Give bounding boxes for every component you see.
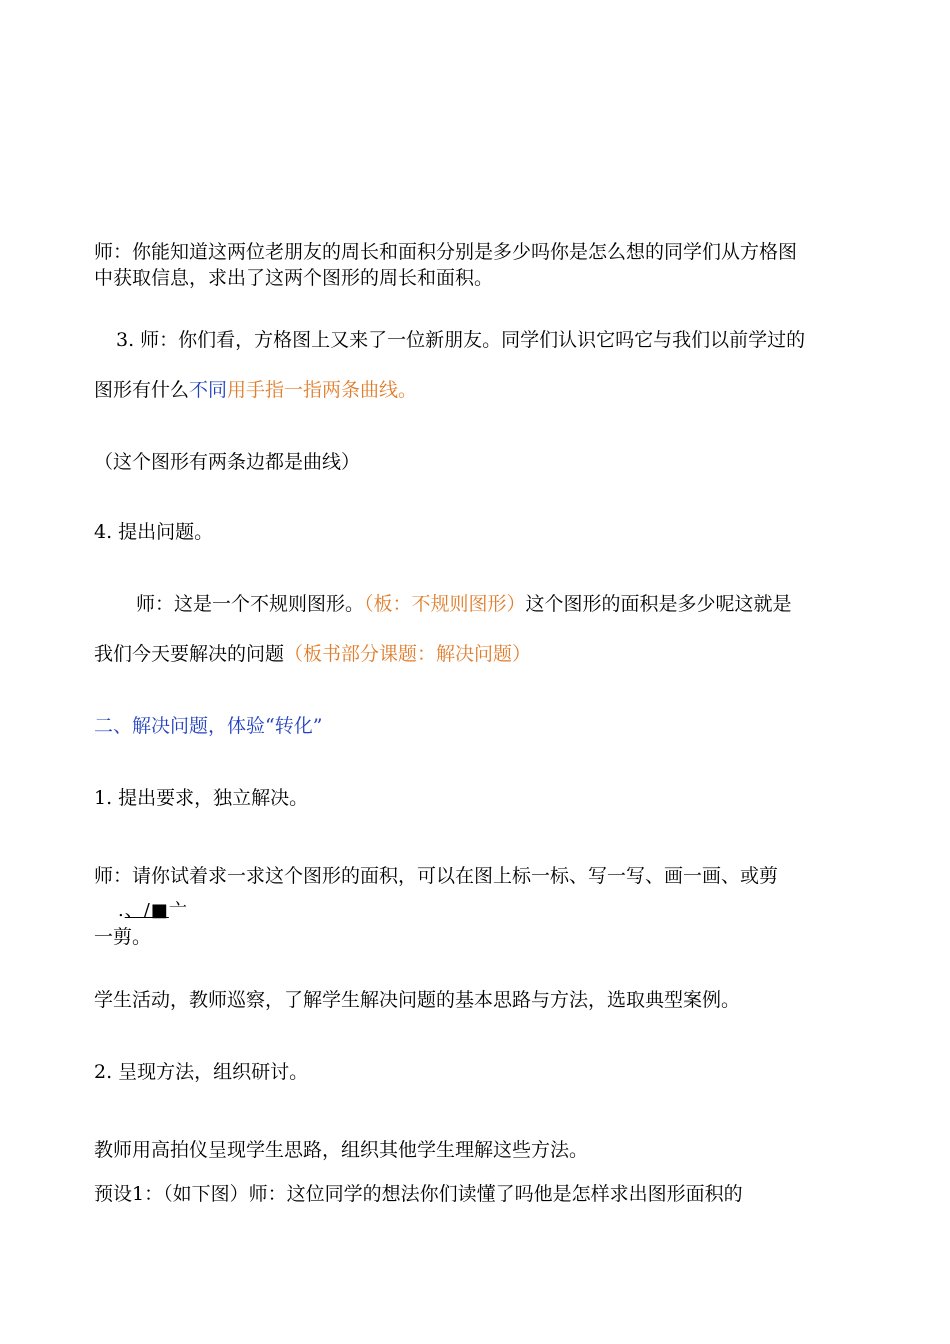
paragraph-2-text: 图形有什么: [94, 379, 190, 401]
paragraph-2-line-2: [94, 378, 417, 402]
section-heading-2: 二、解决问题，体验“转化”: [94, 715, 323, 737]
highlight-orange-text: 用手指一指两条曲线。: [227, 379, 418, 401]
paragraph-9: 2. 呈现方法，组织研讨。: [94, 1061, 309, 1083]
paragraph-5-text-a: 师：这是一个不规则图形。: [136, 593, 365, 615]
paragraph-7-line-2: 一剪。: [94, 926, 152, 948]
paragraph-5-line-1: [136, 592, 792, 616]
paragraph-4: 4. 提出问题。: [94, 521, 214, 543]
paragraph-11: 预设1：（如下图）师：这位同学的想法你们读懂了吗他是怎样求出图形面积的: [94, 1183, 743, 1205]
stray-marks: [118, 899, 188, 923]
paragraph-10: 教师用高拍仪呈现学生思路，组织其他学生理解这些方法。: [94, 1139, 589, 1161]
paragraph-2-line-1: 3. 师：你们看，方格图上又来了一位新朋友。同学们认识它吗它与我们以前学过的: [116, 329, 806, 351]
paragraph-1-line-2: 中获取信息，求出了这两个图形的周长和面积。: [94, 267, 494, 289]
paragraph-5-text-c: 这个图形的面积是多少呢这就是: [525, 593, 792, 615]
board-note-topic: （板书部分课题：解决问题）: [284, 643, 532, 665]
paragraph-3: （这个图形有两条边都是曲线）: [94, 451, 361, 473]
board-note-irregular: （板：不规则图形）: [364, 593, 526, 615]
paragraph-8: 学生活动，教师巡察，了解学生解决问题的基本思路与方法，选取典型案例。: [94, 989, 741, 1011]
paragraph-1-line-1: 师：你能知道这两位老朋友的周长和面积分别是多少吗你是怎么想的同学们从方格图: [94, 241, 798, 263]
stray-mark-dot: .: [118, 900, 125, 921]
paragraph-6: 1. 提出要求，独立解决。: [94, 787, 309, 809]
highlight-blue-text: 不同: [189, 379, 228, 401]
paragraph-5-text-d: 我们今天要解决的问题: [94, 643, 285, 665]
paragraph-5-line-2: [94, 642, 531, 666]
stray-mark-glyph: 亠: [168, 900, 188, 921]
paragraph-7-line-1: 师：请你试着求一求这个图形的面积，可以在图上标一标、写一写、画一画、或剪: [94, 865, 779, 887]
stray-mark-underlined: 、/■: [124, 900, 169, 921]
